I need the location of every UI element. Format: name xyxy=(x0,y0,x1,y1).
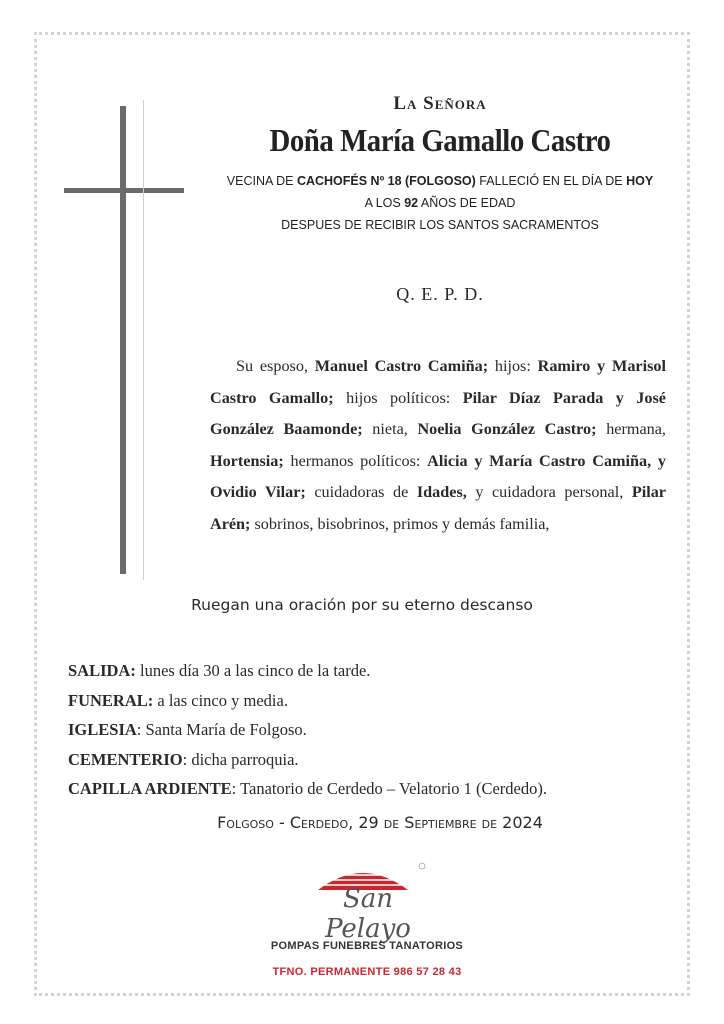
detail-line xyxy=(68,715,688,745)
detail-line xyxy=(68,774,688,804)
header-title: La Señora xyxy=(393,93,487,114)
place-date: Folgoso - Cerdedo, 29 de Septiembre de 2024 xyxy=(217,813,543,832)
info-text: A LOS xyxy=(364,196,405,210)
phone-number: TFNO. PERMANENTE 986 57 28 43 xyxy=(272,966,462,978)
family-text-segment: cuidadoras de xyxy=(305,483,417,501)
detail-label: FUNERAL: xyxy=(68,690,154,710)
detail-value: a las cinco y media. xyxy=(153,690,288,710)
info-age: 92 xyxy=(404,196,419,210)
detail-line xyxy=(68,745,688,775)
family-text-segment: hermana, xyxy=(596,420,666,438)
info-text: VECINA DE xyxy=(226,174,297,188)
family-text-segment: hijos: xyxy=(488,357,538,375)
prayer-text: Ruegan una oración por su eterno descanso xyxy=(191,596,533,614)
info-line-1 xyxy=(220,174,660,188)
info-address: CACHOFÉS Nº 18 (FOLGOSO) xyxy=(296,174,476,188)
info-text: AÑOS DE EDAD xyxy=(418,196,516,210)
family-text-segment: nieta, xyxy=(362,420,418,438)
info-line-2 xyxy=(220,196,660,210)
detail-label: SALIDA: xyxy=(68,661,136,680)
family-name: Noelia González Castro; xyxy=(417,420,597,438)
detail-value: lunes día 30 a las cinco de la tarde. xyxy=(135,661,371,680)
funeral-details xyxy=(68,656,688,804)
family-paragraph xyxy=(210,351,666,540)
family-name: Manuel Castro Camiña; xyxy=(314,357,489,375)
detail-line xyxy=(68,686,688,716)
detail-label: CAPILLA ARDIENTE xyxy=(68,779,232,798)
family-name: Idades, xyxy=(416,483,467,501)
detail-label: IGLESIA xyxy=(68,720,137,739)
detail-value: : Santa María de Folgoso. xyxy=(136,720,307,739)
family-text-segment: y cuidadora personal, xyxy=(466,483,632,501)
family-name: Alicia y María Castro Camiña, y Ovidio Vilar; xyxy=(210,451,666,501)
family-text-segment: sobrinos, bisobrinos, primos y demás familia, xyxy=(250,514,550,533)
detail-line xyxy=(68,656,688,686)
logo-text: San Pelayo xyxy=(325,884,411,944)
info-line-3: DESPUES DE RECIBIR LOS SANTOS SACRAMENTOS xyxy=(281,218,599,232)
family-text-segment: Su esposo, xyxy=(236,357,315,375)
family-name: Hortensia; xyxy=(210,451,284,470)
family-text xyxy=(210,351,666,540)
deceased-name: Doña María Gamallo Castro xyxy=(269,122,611,158)
services-text: POMPAS FUNEBRES TANATORIOS xyxy=(270,940,464,952)
detail-value: : dicha parroquia. xyxy=(182,749,299,769)
family-name: Ramiro y Marisol Castro Gamallo; xyxy=(210,357,666,407)
family-text-segment: hermanos políticos: xyxy=(283,451,428,470)
family-name: Pilar Arén; xyxy=(210,483,666,533)
qepd: Q. E. P. D. xyxy=(396,284,484,304)
detail-value: : Tanatorio de Cerdedo – Velatorio 1 (Cerdedo). xyxy=(231,779,547,798)
info-day: HOY xyxy=(626,174,654,188)
family-text-segment: hijos políticos: xyxy=(333,388,463,407)
info-text: FALLECIÓ EN EL DÍA DE xyxy=(475,174,627,188)
family-name: Pilar Díaz Parada y José González Baamonde; xyxy=(210,388,666,438)
cross-icon xyxy=(0,0,200,600)
detail-label: CEMENTERIO xyxy=(68,749,183,769)
